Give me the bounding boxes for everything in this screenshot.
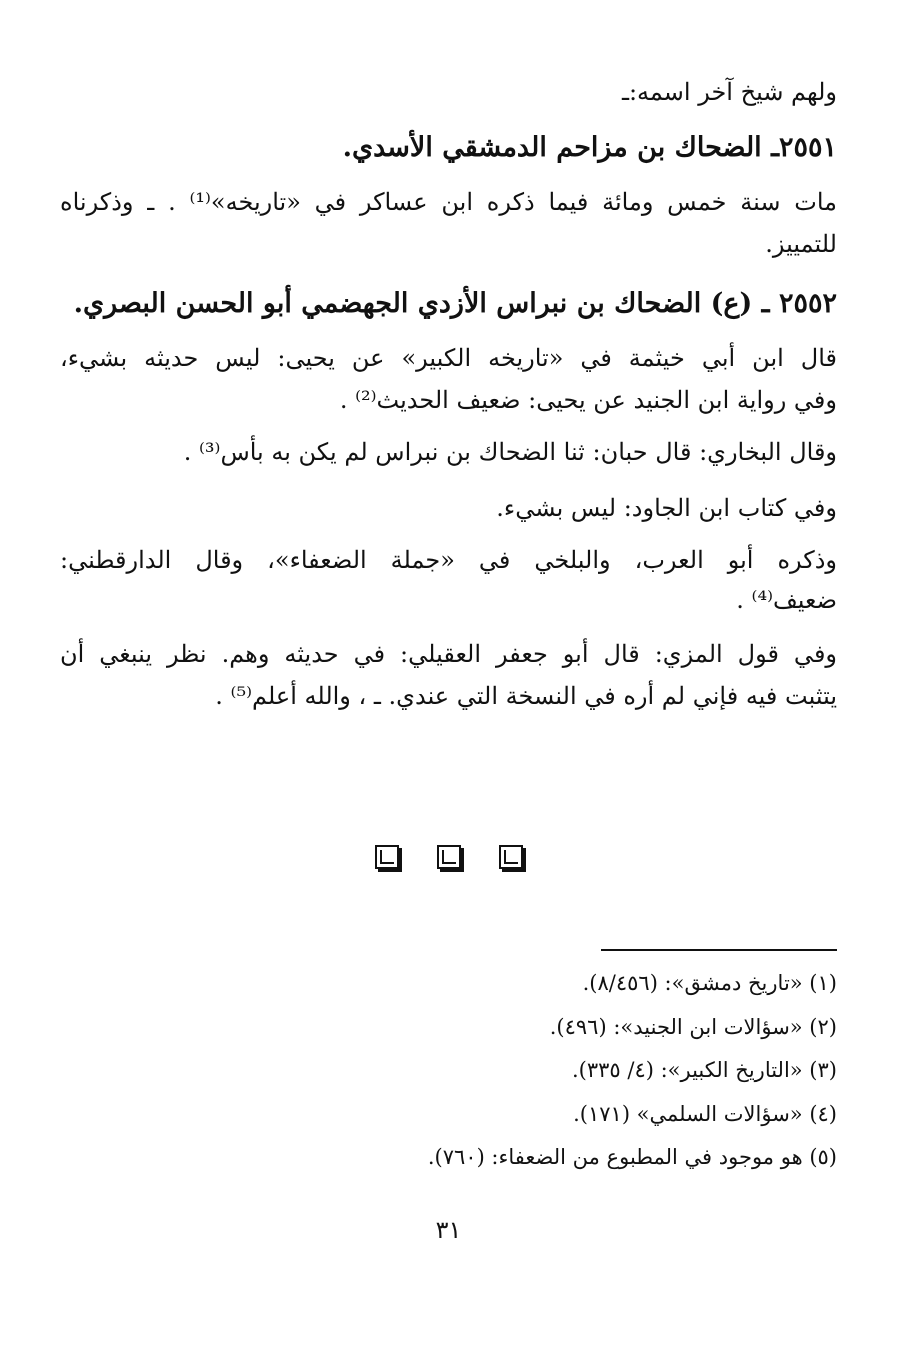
section-ornaments <box>0 845 897 869</box>
footnote: (٣) «التاريخ الكبير»: (٤/ ٣٣٥). <box>571 1058 837 1082</box>
paragraph-line: ضعيف⁽⁴⁾ . <box>736 586 837 614</box>
paragraph-line: قال ابن أبي خيثمة في «تاريخه الكبير» عن يحيى: ليس حديثه بشيء، <box>60 344 837 372</box>
square-ornament-icon <box>375 845 399 869</box>
square-ornament-icon <box>437 845 461 869</box>
paragraph-line: يتثبت فيه فإني لم أره في النسخة التي عندي. ـ ، والله أعلم⁽⁵⁾ . <box>215 682 837 710</box>
entry-2551-title: ٢٥٥١ـ الضحاك بن مزاحم الدمشقي الأسدي. <box>342 132 837 163</box>
intro-line: ولهم شيخ آخر اسمه:ـ <box>621 78 837 106</box>
paragraph-line: وقال البخاري: قال حبان: ثنا الضحاك بن نبراس لم يكن به بأس⁽³⁾ . <box>183 438 837 466</box>
entry-2551-text-line: للتمييز. <box>765 230 837 258</box>
paragraph-line: وذكره أبو العرب، والبلخي في «جملة الضعفاء»، وقال الدارقطني: <box>60 546 837 574</box>
square-ornament-icon <box>499 845 523 869</box>
paragraph-line: وفي رواية ابن الجنيد عن يحيى: ضعيف الحديث⁽²⁾ . <box>339 386 837 414</box>
paragraph-line: وفي قول المزي: قال أبو جعفر العقيلي: في حديثه وهم. نظر ينبغي أن <box>60 640 837 668</box>
footnote-separator <box>601 949 837 951</box>
footnote: (١) «تاريخ دمشق»: (٨/٤٥٦). <box>582 971 837 995</box>
entry-2552-title: ٢٥٥٢ ـ (ع) الضحاك بن نبراس الأزدي الجهضمي أبو الحسن البصري. <box>73 288 837 319</box>
page-number: ٣١ <box>435 1216 462 1244</box>
entry-2551-text-line: مات سنة خمس ومائة فيما ذكره ابن عساكر في «تاريخه»⁽¹⁾ . ـ وذكرناه <box>60 188 838 216</box>
footnote: (٤) «سؤالات السلمي» (١٧١). <box>573 1102 837 1126</box>
footnote: (٥) هو موجود في المطبوع من الضعفاء: (٧٦٠). <box>427 1145 837 1169</box>
footnote: (٢) «سؤالات ابن الجنيد»: (٤٩٦). <box>549 1015 837 1039</box>
paragraph-line: وفي كتاب ابن الجاود: ليس بشيء. <box>496 494 837 522</box>
